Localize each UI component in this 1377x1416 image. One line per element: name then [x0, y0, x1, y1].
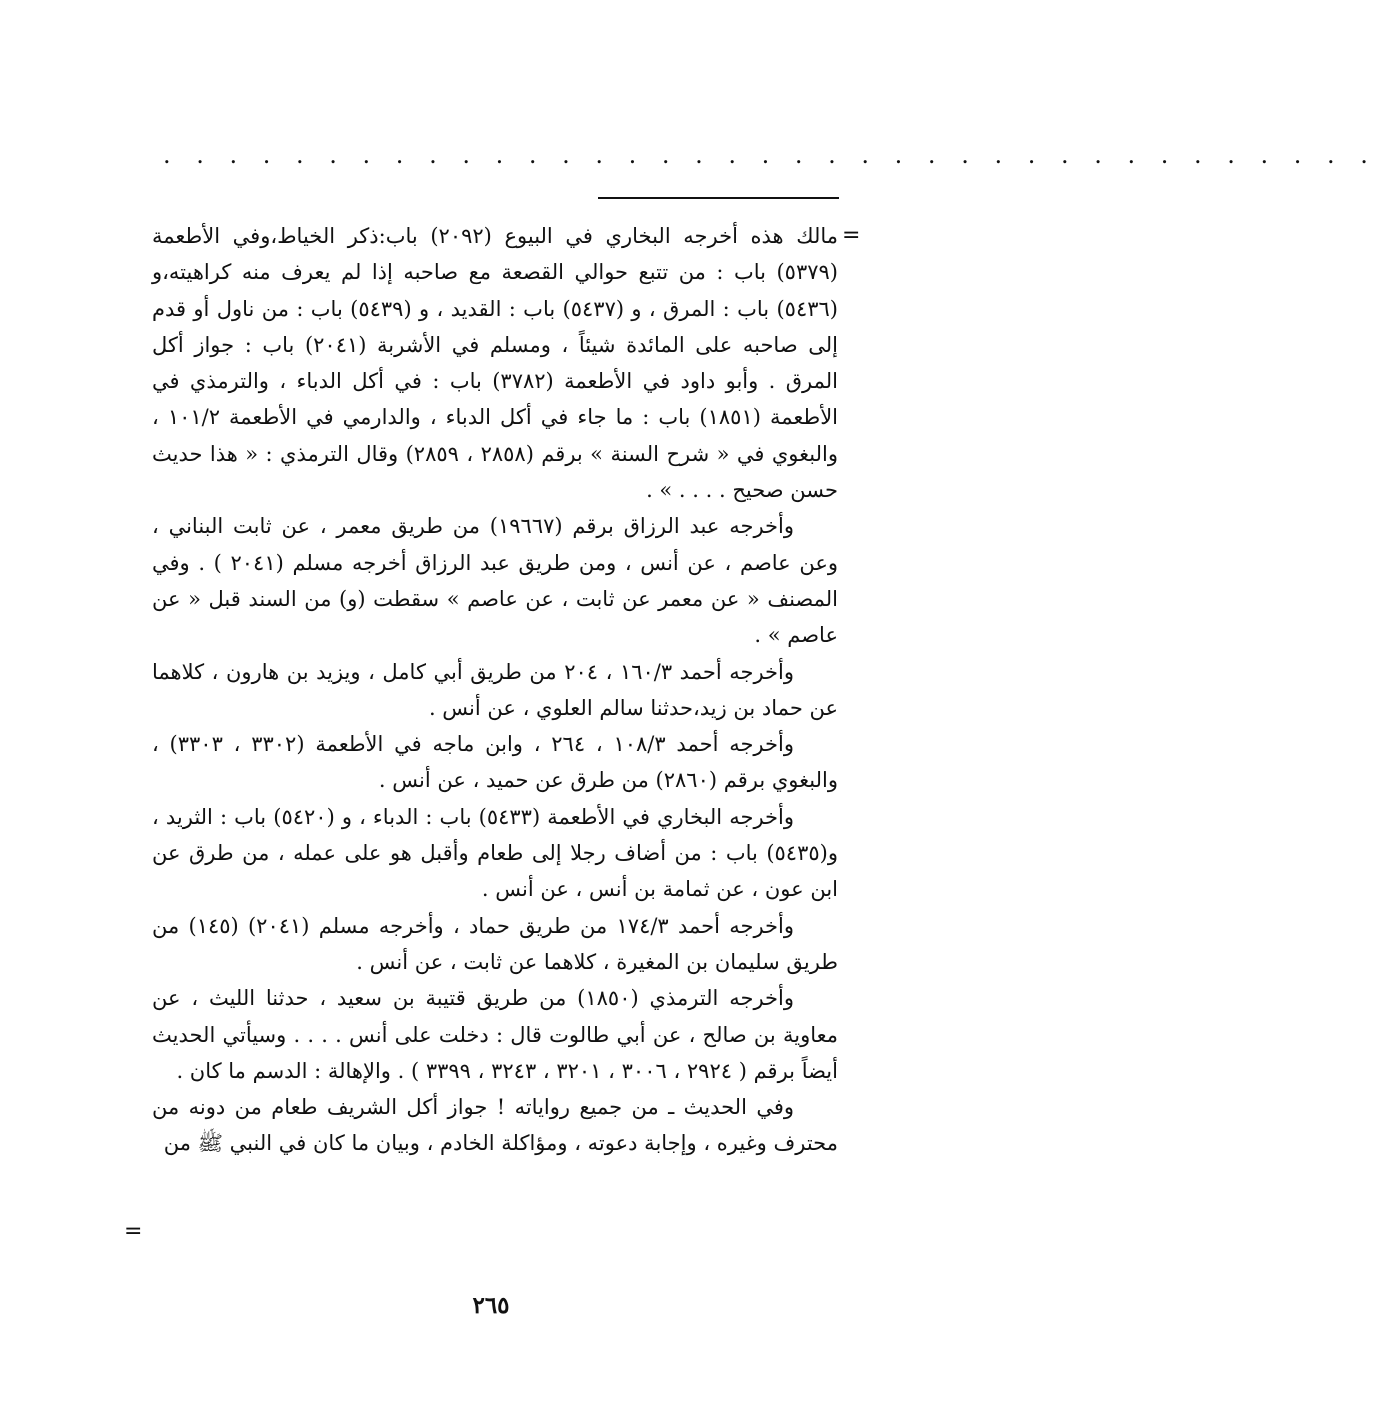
footnote-paragraph-7: وأخرجه الترمذي (١٨٥٠) من طريق قتيبة بن سعيد ، حدثنا الليث ، عن معاوية بن صالح ، عن أبي طالوت قال : دخلت على أنس . . . . وسيأتي الحديث أيضاً برقم ( ٢٩٢٤ ، ٣٠٠٦ ، ٣٢٠١ ، ٣٢٤٣ ، ٣٣٩٩ ) . والإهالة : الدسم ما كان . [152, 986, 838, 1083]
footnote-paragraph-8: وفي الحديث ـ من جميع رواياته ! جواز أكل الشريف طعام من دونه من محترف وغيره ، وإجابة دعوته ، ومؤاكلة الخادم ، وبيان ما كان في النبي ﷺ من [152, 1095, 838, 1156]
footnote-rule [598, 197, 839, 199]
page-number: ٢٦٥ [472, 1292, 510, 1319]
footnote-paragraph-6: وأخرجه أحمد ١٧٤/٣ من طريق حماد ، وأخرجه مسلم (٢٠٤١) (١٤٥) من طريق سليمان بن المغيرة ، كلاهما عن ثابت ، عن أنس . [152, 913, 838, 974]
footnote-paragraph-1: مالك هذه أخرجه البخاري في البيوع (٢٠٩٢) باب:ذكر الخياط،وفي الأطعمة (٥٣٧٩) باب : من تتبع حوالي القصعة مع صاحبه إذا لم يعرف منه كراهيته،و (٥٤٣٦) باب : المرق ، و (٥٤٣٧) باب : القديد ، و (٥٤٣٩) باب : من ناول أو قدم إلى صاحبه على المائدة شيئاً ، ومسلم في الأشربة (٢٠٤١) باب : جواز أكل المرق . وأبو داود في الأطعمة (٣٧٨٢) باب : في أكل الدباء ، والترمذي في الأطعمة (١٨٥١) باب : ما جاء في أكل الدباء ، والدارمي في الأطعمة ١٠١/٢ ، والبغوي في « شرح السنة » برقم (٢٨٥٨ ، ٢٨٥٩) وقال الترمذي : « هذا حديث حسن صحيح . . . . » . [152, 224, 839, 503]
footnote-paragraph-4: وأخرجه أحمد ١٠٨/٣ ، ٢٦٤ ، وابن ماجه في الأطعمة (٣٣٠٢ ، ٣٣٠٣) ، والبغوي برقم (٢٨٦٠) من طرق عن حميد ، عن أنس . [152, 732, 838, 793]
continuation-end-mark: = [124, 1219, 143, 1244]
footnote-paragraph-3: وأخرجه أحمد ١٦٠/٣ ، ٢٠٤ من طريق أبي كامل ، ويزيد بن هارون ، كلاهما عن حماد بن زيد،حدثنا سالم العلوي ، عن أنس . [152, 659, 838, 720]
continuation-start-mark: = [842, 223, 861, 248]
footnote-paragraph-5: وأخرجه البخاري في الأطعمة (٥٤٣٣) باب : الدباء ، و (٥٤٢٠) باب : الثريد ، و(٥٤٣٥) باب : من أضاف رجلا إلى طعام وأقبل هو على عمله ، من طرق عن ابن عون ، عن ثمامة بن أنس ، عن أنس . [152, 804, 838, 902]
footnote-paragraph-2: وأخرجه عبد الرزاق برقم (١٩٦٦٧) من طريق معمر ، عن ثابت البناني ، وعن عاصم ، عن أنس ، ومن طريق عبد الرزاق أخرجه مسلم (٢٠٤١ ) . وفي المصنف « عن معمر عن ثابت ، عن عاصم » سقطت (و) من السند قبل « عن عاصم » . [152, 514, 839, 648]
separator-dots: . . . . . . . . . . . . . . . . . . . . . . . . . . . . . . . . . . . . . [163, 141, 1377, 169]
footnote-text [152, 218, 838, 1162]
